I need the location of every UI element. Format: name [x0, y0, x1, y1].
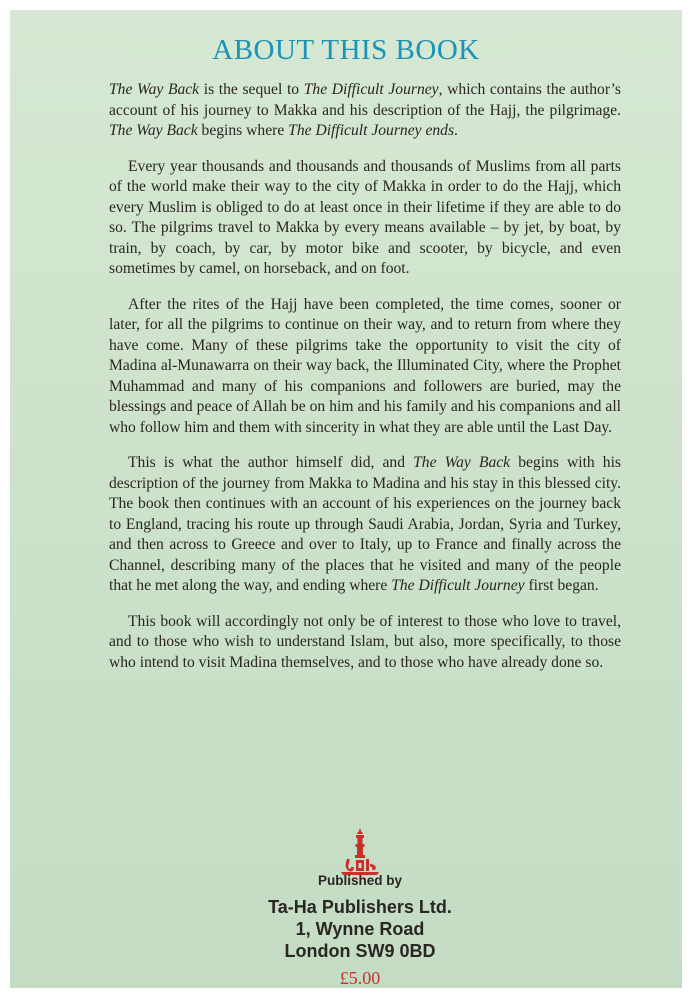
paragraph-audience — [109, 612, 621, 674]
book-title-text: The Way Back — [109, 81, 200, 98]
paragraph-pilgrims — [109, 157, 621, 280]
text-run: is the sequel to — [199, 81, 304, 98]
publisher-address-line1: 1, Wynne Road — [295, 919, 425, 939]
text-run: Every year thousands and thousands and thousands of Muslims from all parts of the world make their way to the city of Makka in order to do the Hajj, which every Muslim is obliged to do at least once in their lifetime if they are able to do so. The pilgrims travel to Makka by every means available – by jet, by boat, by train, by coach, by car, by motor bike and scooter, by bicycle, and even sometimes by camel, on horseback, and on foot. — [109, 157, 621, 277]
text-run: This book will accordingly not only be of interest to those who love to travel, and to those who wish to understand Islam, but also, more specifically, to those who intend to visit Madina themselves, and to those who have already done so. — [109, 612, 621, 671]
paragraph-intro — [109, 80, 621, 142]
text-run: . — [454, 122, 458, 139]
price-label: £5.00 — [339, 968, 381, 988]
description-body — [109, 80, 621, 688]
book-title-text: The Way Back — [109, 122, 198, 139]
book-title-text: The Way Back — [413, 454, 511, 471]
text-run: After the rites of the Hajj have been completed, the time comes, sooner or later, for all the pilgrims to continue on their way, and to return from where they have come. Many of these pilgrims take the opportunity to visit the city of Madina al-Munawarra on their way back, the Illuminated City, where the Prophet Muhammad and many of his companions and followers are buried, may the blessings and peace of Allah be on him and his family and his companions and all who follow him and them with sincerity in what they are able until the Last Day. — [109, 295, 621, 436]
book-title-text: The Difficult Journey ends — [288, 122, 455, 139]
publisher-address-line2: London SW9 0BD — [284, 941, 436, 961]
text-run: This is what the author himself did, and — [128, 454, 414, 471]
text-run: , which contains the author’s account of his journey to Makka and his description of the Hajj, the pilgrimage. — [109, 81, 621, 119]
book-title-text: The Difficult Journey — [303, 81, 439, 98]
published-by-label: Published by — [317, 873, 402, 888]
paragraph-madina — [109, 295, 621, 439]
text-run: first began. — [524, 577, 599, 594]
publisher-block — [260, 872, 460, 962]
book-title-text: The Difficult Journey — [391, 577, 525, 594]
page-title: ABOUT THIS BOOK — [212, 34, 480, 66]
back-cover — [10, 10, 682, 988]
text-run: begins where — [197, 122, 289, 139]
paragraph-journey — [109, 453, 621, 597]
text-run: begins with his description of the journey from Makka to Madina and his stay in this blessed city. The book then continues with an account of his experiences on the journey back to England, tracing his route up through Saudi Arabia, Jordan, Syria and Turkey, and then across to Greece and over to Italy, up to France and finally across the Channel, describing many of the places that he visited and many of the people that he met along the way, and ending where — [109, 454, 621, 594]
publisher-name: Ta-Ha Publishers Ltd. — [268, 897, 452, 917]
